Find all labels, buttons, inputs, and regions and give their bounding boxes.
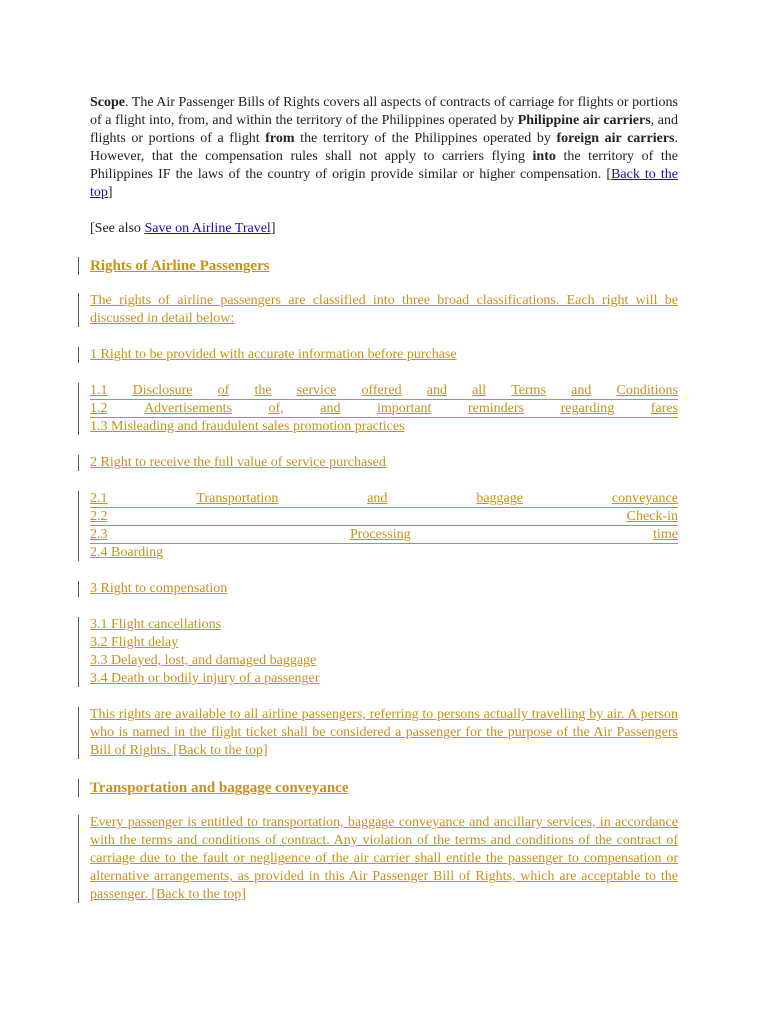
right1-items-block	[90, 382, 678, 436]
rights-intro[interactable]: The rights of airline passengers are classified into three broad classifications. Each right will be discussed in detail below:	[90, 293, 678, 326]
word: Advertisements	[144, 401, 232, 416]
see-also-line	[90, 220, 678, 238]
transport-heading[interactable]: Transportation and baggage conveyance	[90, 780, 349, 796]
see-also-suffix: ]	[270, 221, 276, 236]
right1-title[interactable]: 1 Right to be provided with accurate information before purchase	[90, 347, 457, 362]
right2-title[interactable]: 2 Right to receive the full value of service purchased	[90, 455, 386, 470]
word: and	[367, 491, 388, 506]
document-page	[90, 94, 678, 904]
right1-item-2[interactable]	[90, 400, 678, 418]
word: all	[472, 383, 487, 398]
word: baggage	[476, 491, 523, 506]
word: and	[320, 401, 341, 416]
rights-closing[interactable]: This rights are available to all airline passengers, referring to persons actually travelling by air. A person who is named in the flight ticket shall be considered a passenger for the purpose of the Air Passengers Bill of Rights. [Back to the top]	[90, 707, 678, 758]
section-heading-block	[90, 256, 678, 276]
back-to-top-link[interactable]: Back to the top	[90, 167, 678, 200]
scope-bold-2: from	[265, 131, 295, 146]
scope-text-3: the territory of the Philippines operated by	[294, 131, 557, 146]
word: of	[217, 383, 230, 398]
scope-text-4: . However, that the compensation rules shall not apply to carriers flying	[90, 131, 678, 164]
word: important	[377, 401, 432, 416]
see-also-prefix: [See also	[90, 221, 145, 236]
right1-block	[90, 346, 678, 364]
intro-block	[90, 292, 678, 328]
scope-text-1: . The Air Passenger Bills of Rights covers all aspects of contracts of carriage for flights or portions of a flight into, from, and within the territory of the Philippines operated by	[90, 95, 678, 128]
word: Terms	[511, 383, 547, 398]
right2-block	[90, 454, 678, 472]
scope-paragraph	[90, 94, 678, 202]
right3-item-2[interactable]: 3.2 Flight delay	[90, 635, 179, 650]
right2-item-3[interactable]	[90, 526, 678, 544]
right3-item-4[interactable]: 3.4 Death or bodily injury of a passenger	[90, 671, 320, 686]
word: 2.2	[90, 509, 108, 524]
scope-bold-1: Philippine air carriers	[517, 113, 651, 128]
word: Disclosure	[132, 383, 193, 398]
word: Check-in	[626, 509, 678, 524]
scope-text-5: the territory of the Philippines IF the laws of the country of origin provide similar or higher compensation. [	[90, 149, 678, 182]
word: of,	[268, 401, 284, 416]
rights-heading[interactable]: Rights of Airline Passengers	[90, 258, 270, 274]
right3-item-3[interactable]: 3.3 Delayed, lost, and damaged baggage	[90, 653, 317, 668]
section2-body-block	[90, 814, 678, 904]
right3-item-1[interactable]: 3.1 Flight cancellations	[90, 617, 222, 632]
word: and	[426, 383, 447, 398]
closing-block	[90, 706, 678, 760]
scope-text-6: ]	[107, 185, 113, 200]
scope-bold-4: into	[532, 149, 556, 164]
word: service	[296, 383, 337, 398]
word: 2.3	[90, 527, 108, 542]
right2-item-4[interactable]: 2.4 Boarding	[90, 545, 164, 560]
word: conveyance	[611, 491, 678, 506]
scope-text-2: , and flights or portions of a flight	[90, 113, 678, 146]
word: 1.1	[90, 383, 108, 398]
right2-item-1[interactable]	[90, 490, 678, 508]
word: fares	[650, 401, 678, 416]
right1-item-1[interactable]	[90, 382, 678, 400]
right3-title[interactable]: 3 Right to compensation	[90, 581, 228, 596]
word: 1.2	[90, 401, 108, 416]
word: reminders	[468, 401, 524, 416]
word: and	[571, 383, 592, 398]
scope-label: Scope	[90, 95, 125, 110]
right2-items-block	[90, 490, 678, 562]
right3-items-block	[90, 616, 678, 688]
right3-block	[90, 580, 678, 598]
save-on-airline-travel-link[interactable]: Save on Airline Travel	[144, 221, 271, 236]
word: 2.1	[90, 491, 108, 506]
word: the	[254, 383, 272, 398]
section2-heading-block	[90, 778, 678, 798]
word: time	[653, 527, 678, 542]
scope-bold-3: foreign air carriers	[556, 131, 675, 146]
right1-item-3[interactable]: 1.3 Misleading and fraudulent sales promotion practices	[90, 419, 405, 434]
word: offered	[361, 383, 402, 398]
word: Processing	[349, 527, 411, 542]
transport-body[interactable]: Every passenger is entitled to transportation, baggage conveyance and ancillary services, in accordance with the terms and conditions of contract. Any violation of the terms and conditions of the contract of carriage due to the fault or negligence of the air carrier shall entitle the passenger to compensation or alternative arrangements, as provided in this Air Passenger Bill of Rights, which are acceptable to the passenger. [Back to the top]	[90, 815, 678, 902]
word: Transportation	[196, 491, 279, 506]
word: regarding	[560, 401, 615, 416]
right2-item-2[interactable]	[90, 508, 678, 526]
word: Conditions	[616, 383, 678, 398]
